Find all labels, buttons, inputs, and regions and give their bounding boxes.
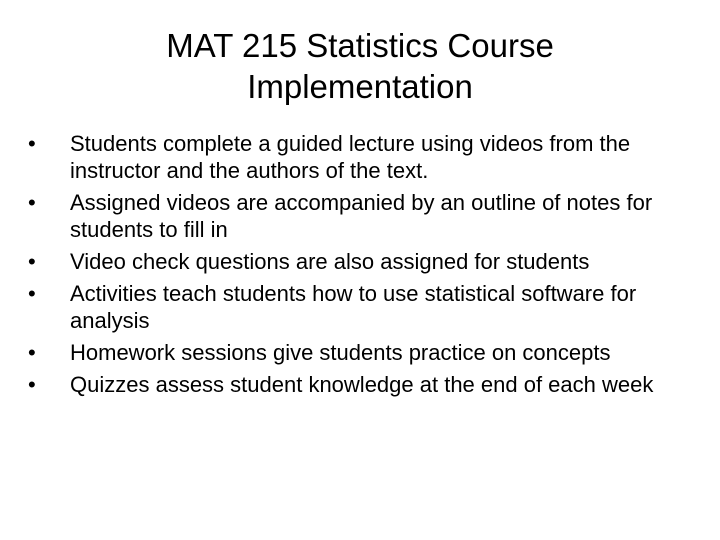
bullet-list: [28, 130, 693, 403]
bullet-item: [28, 280, 693, 334]
bullet-text: Homework sessions give students practice on concepts: [70, 340, 611, 365]
bullet-icon: •: [28, 190, 36, 215]
bullet-icon: •: [28, 372, 36, 397]
bullet-text: Assigned videos are accompanied by an outline of notes for students to fill in: [70, 190, 653, 242]
bullet-text: Video check questions are also assigned for students: [70, 249, 590, 274]
bullet-text: Activities teach students how to use statistical software for analysis: [70, 281, 637, 333]
bullet-text: Quizzes assess student knowledge at the end of each week: [70, 372, 654, 397]
bullet-item: [28, 339, 693, 366]
bullet-item: [28, 371, 693, 398]
slide-title: [60, 25, 660, 108]
bullet-item: [28, 130, 693, 184]
bullet-icon: •: [28, 131, 36, 156]
bullet-item: [28, 248, 693, 275]
bullet-icon: •: [28, 281, 36, 306]
bullet-text: Students complete a guided lecture using videos from the instructor and the authors of the text.: [70, 131, 631, 183]
slide-title-line-2: Implementation: [247, 68, 473, 106]
bullet-icon: •: [28, 249, 36, 274]
bullet-icon: •: [28, 340, 36, 365]
bullet-item: [28, 189, 693, 243]
slide-title-line-1: MAT 215 Statistics Course: [166, 27, 554, 64]
